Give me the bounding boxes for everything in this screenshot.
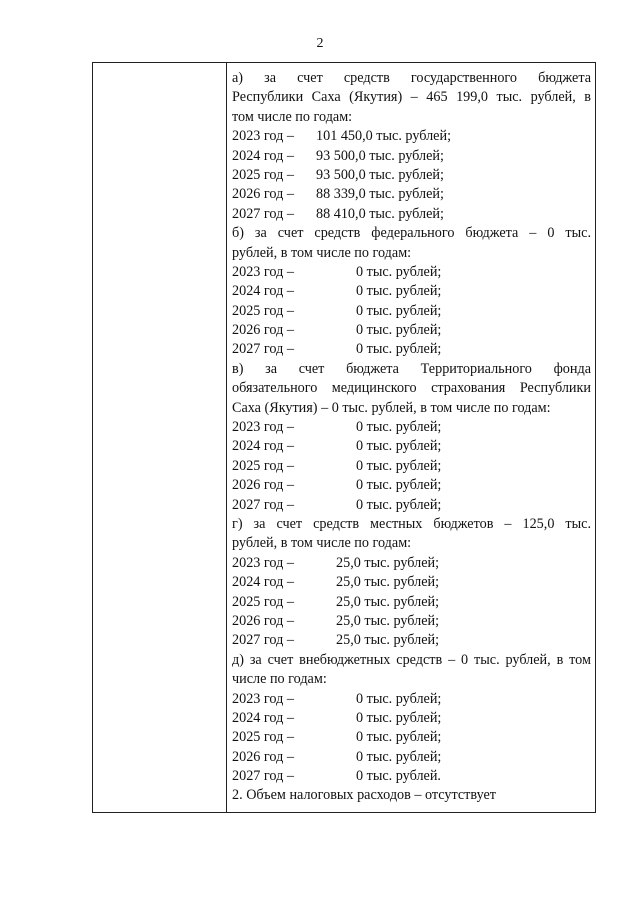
- year-label: 2023 год –: [232, 690, 294, 707]
- section-d-year-row: [232, 593, 591, 612]
- year-amount: 0 тыс. рублей;: [356, 438, 442, 455]
- section-a-year-row: [232, 185, 591, 204]
- section-d-year-row: [232, 631, 591, 650]
- year-label: 2027 год –: [232, 205, 294, 222]
- year-label: 2027 год –: [232, 632, 294, 649]
- year-amount: 0 тыс. рублей;: [356, 496, 442, 513]
- year-amount: 0 тыс. рублей;: [356, 302, 442, 319]
- section-c-year-row: [232, 457, 591, 476]
- section-c-year-row: [232, 418, 591, 437]
- year-amount: 0 тыс. рублей;: [356, 322, 442, 339]
- year-label: 2027 год –: [232, 768, 294, 785]
- year-amount: 88 410,0 тыс. рублей;: [316, 205, 444, 222]
- year-amount: 0 тыс. рублей;: [356, 690, 442, 707]
- section-b-text-line: б) за счет средств федерального бюджета – 0 тыс.: [232, 225, 591, 242]
- section-b-year-row: [232, 302, 591, 321]
- section-d-text-line: рублей, в том числе по годам:: [232, 535, 412, 552]
- year-label: 2027 год –: [232, 341, 294, 358]
- year-amount: 25,0 тыс. рублей;: [336, 574, 440, 591]
- table-left-cell: [93, 63, 227, 812]
- year-amount: 25,0 тыс. рублей;: [336, 554, 440, 571]
- year-label: 2025 год –: [232, 457, 294, 474]
- section-b-text-line: рублей, в том числе по годам:: [232, 244, 412, 261]
- year-amount: 0 тыс. рублей;: [356, 457, 442, 474]
- section-c-text-line: обязательного медицинского страхования Республики: [232, 380, 591, 397]
- section-d-year-row: [232, 573, 591, 592]
- year-amount: 25,0 тыс. рублей;: [336, 632, 440, 649]
- section-a-year-row: [232, 127, 591, 146]
- year-label: 2024 год –: [232, 147, 294, 164]
- table-right-cell: [232, 69, 591, 806]
- section-c-text-line: Саха (Якутия) – 0 тыс. рублей, в том числе по годам:: [232, 399, 551, 416]
- section-c-text-line: в) за счет бюджета Территориального фонда: [232, 360, 591, 377]
- section-a-text-line: Республики Саха (Якутия) – 465 199,0 тыс. рублей, в: [232, 89, 591, 106]
- section-e-text-line: д) за счет внебюджетных средств – 0 тыс. рублей, в том: [232, 651, 591, 668]
- year-label: 2024 год –: [232, 709, 294, 726]
- section-c-year-row: [232, 476, 591, 495]
- page-number: 2: [316, 36, 324, 51]
- year-amount: 25,0 тыс. рублей;: [336, 593, 440, 610]
- year-amount: 0 тыс. рублей;: [356, 709, 442, 726]
- year-label: 2025 год –: [232, 302, 294, 319]
- section-c-year-row: [232, 437, 591, 456]
- year-amount: 88 339,0 тыс. рублей;: [316, 186, 444, 203]
- year-label: 2023 год –: [232, 128, 294, 145]
- section-e-year-row: [232, 709, 591, 728]
- year-label: 2027 год –: [232, 496, 294, 513]
- year-amount: 0 тыс. рублей;: [356, 283, 442, 300]
- year-amount: 0 тыс. рублей;: [356, 419, 442, 436]
- section-a-year-row: [232, 147, 591, 166]
- year-amount: 25,0 тыс. рублей;: [336, 612, 440, 629]
- tax-expenses-line: 2. Объем налоговых расходов – отсутствует: [232, 787, 496, 804]
- section-a-year-row: [232, 166, 591, 185]
- section-d-year-row: [232, 612, 591, 631]
- year-amount: 0 тыс. рублей;: [356, 729, 442, 746]
- section-a-text-line: том числе по годам:: [232, 108, 353, 125]
- section-e-year-row: [232, 690, 591, 709]
- section-e-text-line: числе по годам:: [232, 671, 327, 688]
- year-label: 2023 год –: [232, 554, 294, 571]
- section-d-year-row: [232, 554, 591, 573]
- year-label: 2025 год –: [232, 166, 294, 183]
- year-label: 2026 год –: [232, 748, 294, 765]
- year-label: 2026 год –: [232, 477, 294, 494]
- year-label: 2025 год –: [232, 593, 294, 610]
- year-amount: 0 тыс. рублей;: [356, 263, 442, 280]
- year-amount: 93 500,0 тыс. рублей;: [316, 147, 444, 164]
- year-amount: 0 тыс. рублей.: [356, 768, 441, 785]
- year-label: 2023 год –: [232, 419, 294, 436]
- section-e-year-row: [232, 728, 591, 747]
- section-b-year-row: [232, 340, 591, 359]
- section-b-year-row: [232, 321, 591, 340]
- section-b-year-row: [232, 263, 591, 282]
- section-b-year-row: [232, 282, 591, 301]
- document-table: [92, 62, 596, 813]
- year-label: 2026 год –: [232, 612, 294, 629]
- year-amount: 0 тыс. рублей;: [356, 477, 442, 494]
- year-amount: 0 тыс. рублей;: [356, 748, 442, 765]
- year-label: 2023 год –: [232, 263, 294, 280]
- year-label: 2024 год –: [232, 574, 294, 591]
- year-amount: 0 тыс. рублей;: [356, 341, 442, 358]
- year-label: 2024 год –: [232, 438, 294, 455]
- section-a-text-line: а) за счет средств государственного бюджета: [232, 70, 591, 86]
- section-a-year-row: [232, 205, 591, 224]
- year-label: 2024 год –: [232, 283, 294, 300]
- year-amount: 101 450,0 тыс. рублей;: [316, 128, 452, 145]
- year-label: 2025 год –: [232, 729, 294, 746]
- section-e-year-row: [232, 748, 591, 767]
- section-c-year-row: [232, 496, 591, 515]
- year-amount: 93 500,0 тыс. рублей;: [316, 166, 444, 183]
- section-d-text-line: г) за счет средств местных бюджетов – 125,0 тыс.: [232, 515, 591, 532]
- year-label: 2026 год –: [232, 186, 294, 203]
- section-e-year-row: [232, 767, 591, 786]
- year-label: 2026 год –: [232, 322, 294, 339]
